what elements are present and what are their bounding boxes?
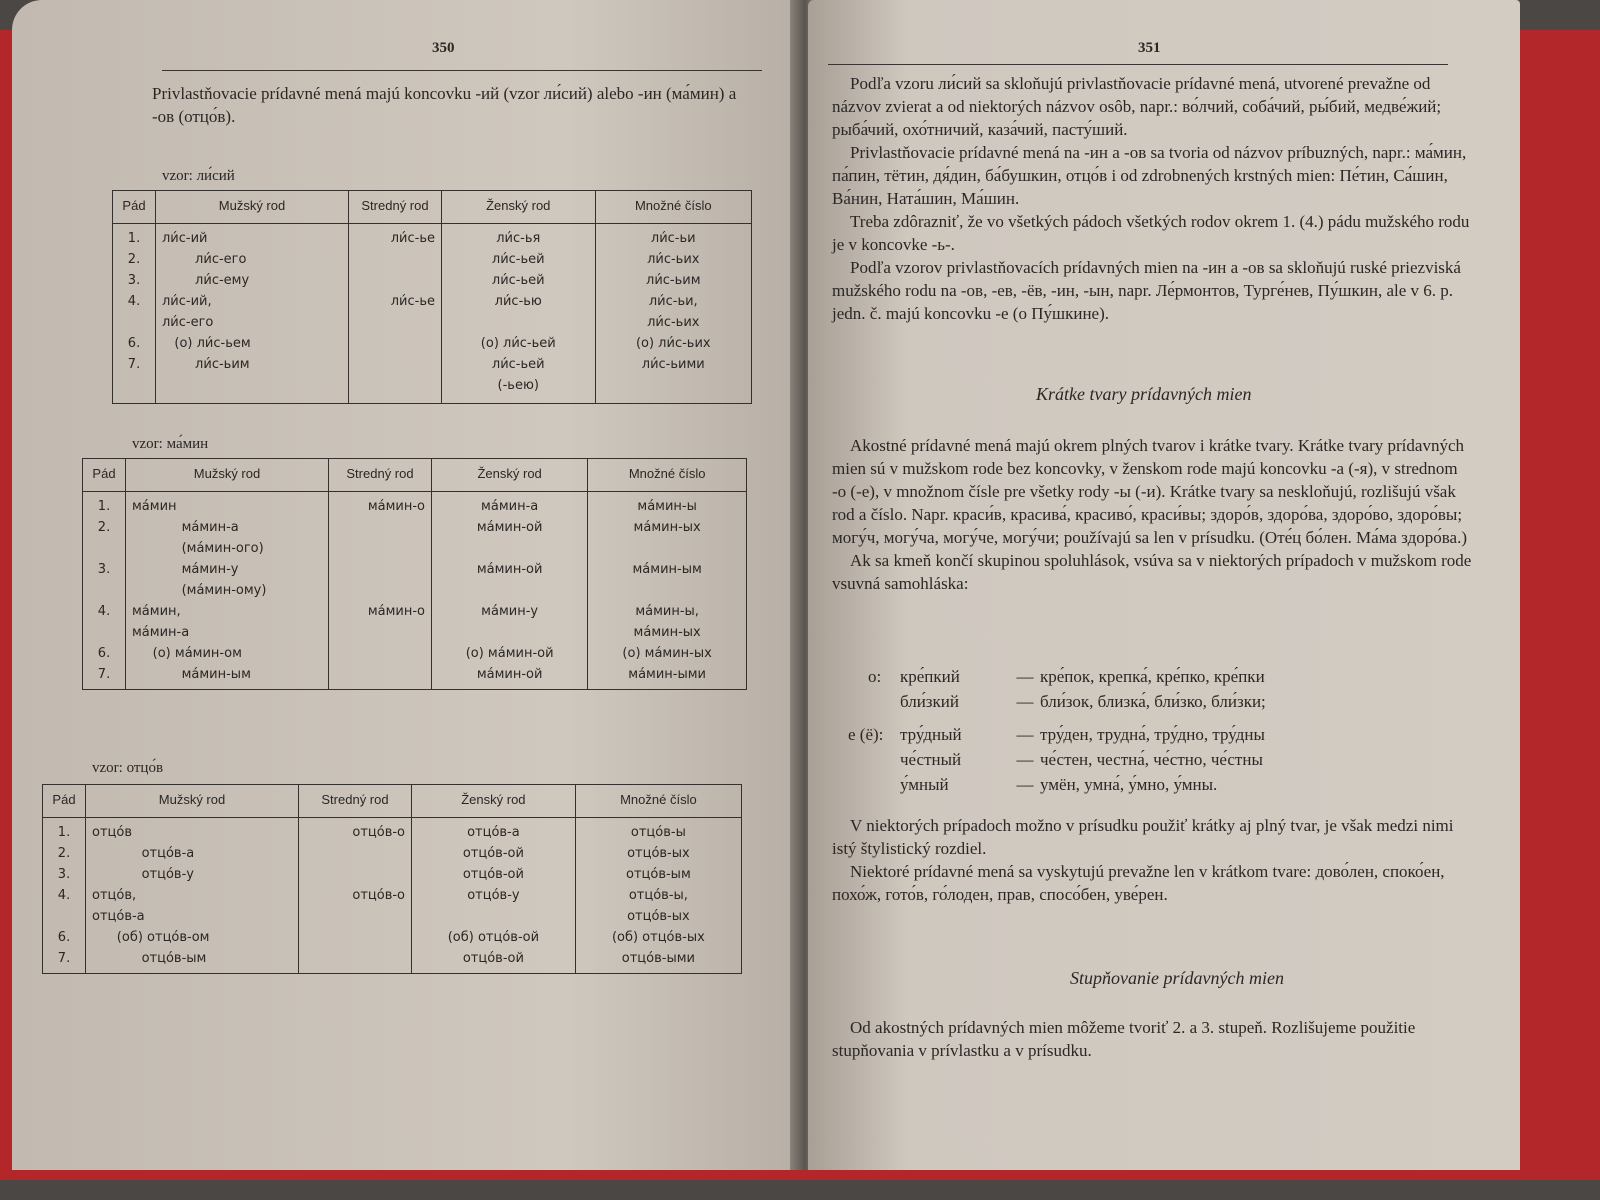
- form-base: у́мный: [900, 775, 949, 794]
- intro-text: Privlastňovacie prídavné mená majú koncovku -ий (vzor ли́сий) alebo -ин (ма́мин) a -ов (отцо́в).: [152, 84, 737, 126]
- feminine-forms: отцо́в-а отцо́в-ой отцо́в-ой отцо́в-у (об) отцо́в-ой отцо́в-ой: [447, 825, 540, 966]
- form-dash: —: [1016, 692, 1034, 711]
- table-title-otcov: vzor: отцо́в: [92, 760, 164, 776]
- feminine-forms: ма́мин-а ма́мин-ой ма́мин-ой ма́мин-у (о) ма́мин-ой ма́мин-ой: [465, 499, 554, 682]
- case-numbers: 1. 2. 3. 4. 6. 7.: [97, 499, 111, 682]
- case-numbers: 1. 2. 3. 4. 6. 7.: [57, 825, 71, 966]
- right-page: [808, 0, 1520, 1170]
- form-base: кре́пкий: [900, 667, 960, 686]
- form-label: о:: [868, 667, 882, 686]
- table-title-lisij: vzor: ли́сий: [162, 168, 235, 184]
- neuter-forms: ли́с-ье ли́с-ье: [390, 231, 435, 309]
- section-heading-short-forms: Krátke tvary prídavných mien: [1036, 384, 1252, 404]
- short-forms-list: [848, 664, 1266, 797]
- paragraph: Od akostných prídavných mien môžeme tvoriť 2. a 3. stupeň. Rozlišujeme použitie stupňovania v prívlastku a v prísudku.: [832, 1018, 1416, 1060]
- form-row: [868, 772, 1266, 797]
- form-base: че́стный: [900, 750, 962, 769]
- paragraph: V niektorých prípadoch možno v prísudku použiť krátky aj plný tvar, je však medzi nimi istý štylistický rozdiel.: [832, 816, 1454, 858]
- feminine-forms: ли́с-ья ли́с-ьей ли́с-ьей ли́с-ью (о) ли́с-ьей ли́с-ьей (-ьею): [480, 231, 556, 393]
- declension-table-otcov: [42, 784, 742, 974]
- header-plural: Množné číslo: [575, 785, 741, 818]
- form-short: умён, умна́, у́мно, у́мны.: [1040, 775, 1218, 794]
- header-plural: Množné číslo: [595, 191, 751, 224]
- header-feminine: Ženský rod: [412, 785, 576, 818]
- declension-table-lisij: [112, 190, 752, 404]
- paragraph: Podľa vzorov privlastňovacích prídavných mien na -ин a -ов sa skloňujú ruské priezviská mužského rodu na -ов, -ев, -ёв, -ин, -ын, napr. Ле́рмонтов, Турге́нев, Пу́шкин, ale v 6. p. jedn. č. majú koncovku -е (о Пу́шкине).: [832, 258, 1461, 323]
- header-masculine: Mužský rod: [126, 459, 329, 492]
- text-block-top: [832, 72, 1472, 325]
- plural-forms: отцо́в-ы отцо́в-ых отцо́в-ым отцо́в-ы, отцо́в-ых (об) отцо́в-ых отцо́в-ыми: [611, 825, 705, 966]
- masculine-forms: ма́мин ма́мин-а (ма́мин-ого) ма́мин-у (ма́мин-ому) ма́мин, ма́мин-а (о) ма́мин-ом ма́мин-ым: [132, 499, 267, 682]
- header-pad: Pád: [113, 191, 156, 224]
- header-neuter: Stredný rod: [349, 191, 442, 224]
- form-label: [868, 747, 900, 772]
- form-label: [868, 689, 900, 714]
- case-numbers: 1. 2. 3. 4. 6. 7.: [127, 231, 141, 372]
- declension-table-mamin: [82, 458, 747, 690]
- form-row: [868, 689, 1266, 714]
- form-base: бли́зкий: [900, 692, 959, 711]
- paragraph: Akostné prídavné mená majú okrem plných tvarov i krátke tvary. Krátke tvary prídavných mien sú v mužskom rode bez koncovky, v ženskom rode majú koncovku -а (-я), v strednom -о (-е), v množnom čísle pre všetky rody -ы (-и). Krátke tvary sa neskloňujú, rozlišujú však rod a číslo. Napr. краси́в, красива́, красиво́, краси́вы; здоро́в, здоро́ва, здоро́во, здоро́вы; могу́ч, могу́ча, могу́че, могу́чи; používajú sa len v prísudku. (Оте́ц бо́лен. Ма́ма здоро́ва.): [832, 436, 1467, 547]
- form-short: бли́зок, близка́, бли́зко, бли́зки;: [1040, 692, 1266, 711]
- form-dash: —: [1016, 775, 1034, 794]
- left-page: [12, 0, 802, 1170]
- form-short: че́стен, честна́, че́стно, че́стны: [1040, 750, 1263, 769]
- neuter-forms: отцо́в-о отцо́в-о: [352, 825, 405, 903]
- header-neuter: Stredný rod: [329, 459, 432, 492]
- header-rule: [828, 64, 1448, 65]
- form-short: кре́пок, крепка́, кре́пко, кре́пки: [1040, 667, 1265, 686]
- text-block-end: [832, 1016, 1472, 1062]
- form-dash: —: [1016, 725, 1034, 744]
- text-block-after: [832, 814, 1472, 906]
- paragraph: Privlastňovacie prídavné mená na -ин a -ов sa tvoria od názvov príbuzných, napr.: ма́мин, па́пин, тётин, дя́дин, ба́бушкин, отцо́в i od zdrobnených krstných mien: Пе́тин, Са́шин, Ва́нин, Ната́шин, Ма́шин.: [832, 143, 1467, 208]
- text-block-mid: [832, 434, 1472, 595]
- form-label: [868, 772, 900, 797]
- page-number-right: 351: [1138, 40, 1161, 56]
- header-pad: Pád: [83, 459, 126, 492]
- form-row: [868, 747, 1266, 772]
- section-heading-comparison: Stupňovanie prídavných mien: [1070, 968, 1284, 988]
- form-dash: —: [1016, 667, 1034, 686]
- header-masculine: Mužský rod: [156, 191, 349, 224]
- paragraph: Treba zdôrazniť, že vo všetkých pádoch všetkých rodov okrem 1. (4.) pádu mužského rodu je v koncovke -ь-.: [832, 212, 1470, 254]
- masculine-forms: отцо́в отцо́в-а отцо́в-у отцо́в, отцо́в-а (об) отцо́в-ом отцо́в-ым: [92, 825, 210, 966]
- header-feminine: Ženský rod: [432, 459, 588, 492]
- header-neuter: Stredný rod: [299, 785, 412, 818]
- neuter-forms: ма́мин-о ма́мин-о: [367, 499, 425, 619]
- paragraph: Ak sa kmeň končí skupinou spoluhlások, vsúva sa v niektorých prípadoch v mužskom rode vsuvná samohláska:: [832, 551, 1472, 593]
- header-rule: [162, 70, 762, 71]
- form-row: [848, 722, 1266, 747]
- header-feminine: Ženský rod: [442, 191, 596, 224]
- form-short: тру́ден, трудна́, тру́дно, тру́дны: [1040, 725, 1265, 744]
- form-base: тру́дный: [900, 725, 962, 744]
- form-dash: —: [1016, 750, 1034, 769]
- paragraph: Podľa vzoru ли́сий sa skloňujú privlastňovacie prídavné mená, utvorené prevažne od názvov zvierat a od niektorých názvov osôb, napr.: во́лчий, соба́чий, ры́бий, медве́жий; рыба́чий, охо́тничий, каза́чий, пасту́ший.: [832, 74, 1442, 139]
- form-row: [868, 664, 1266, 689]
- paragraph: Niektoré prídavné mená sa vyskytujú prevažne len v krátkom tvare: дово́лен, споко́ен, похо́ж, гото́в, го́лоден, прав, спосо́бен, уве́рен.: [832, 862, 1445, 904]
- header-plural: Množné číslo: [588, 459, 747, 492]
- plural-forms: ли́с-ьи ли́с-ьих ли́с-ьим ли́с-ьи, ли́с-ьих (о) ли́с-ьих ли́с-ьими: [635, 231, 711, 372]
- form-label: е (ё):: [848, 725, 884, 744]
- page-number-left: 350: [432, 40, 455, 56]
- table-title-mamin: vzor: ма́мин: [132, 436, 209, 452]
- header-pad: Pád: [43, 785, 86, 818]
- masculine-forms: ли́с-ий ли́с-его ли́с-ему ли́с-ий, ли́с-его (о) ли́с-ьем ли́с-ьим: [162, 231, 251, 372]
- plural-forms: ма́мин-ы ма́мин-ых ма́мин-ым ма́мин-ы, ма́мин-ых (о) ма́мин-ых ма́мин-ыми: [622, 499, 712, 682]
- header-masculine: Mužský rod: [86, 785, 299, 818]
